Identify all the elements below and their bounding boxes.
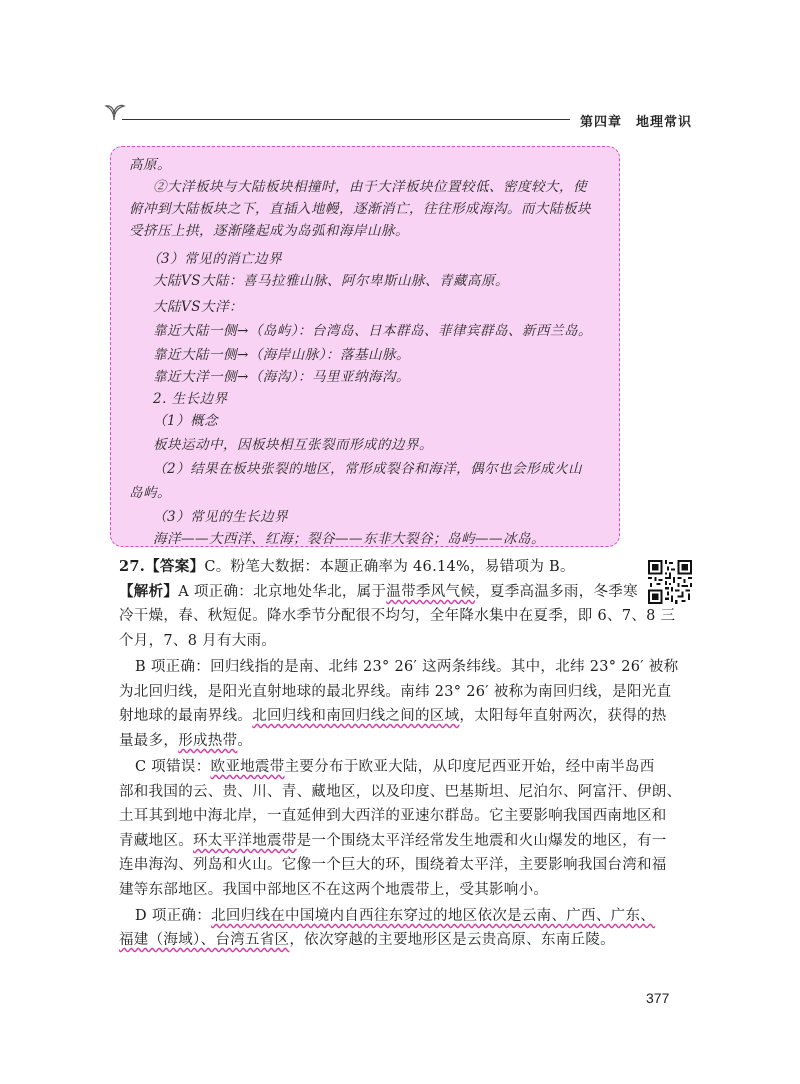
note-line: （3）常见的生长边界	[153, 509, 289, 525]
note-line: 靠近大陆一侧→（岛屿）：台湾岛、日本群岛、菲律宾群岛、新西兰岛。	[153, 323, 593, 339]
text-span: A 项正确：北京地处华北，属于	[178, 584, 387, 600]
note-line: 海洋——大西洋、红海；裂谷——东非大裂谷；岛屿——冰岛。	[153, 531, 545, 547]
text-span: ，夏季高温多雨，冬季寒	[475, 584, 638, 600]
body-line	[119, 555, 575, 576]
text-span: 量最多，	[119, 733, 179, 749]
note-line: 板块运动中，因板块相互张裂而形成的边界。	[153, 437, 433, 453]
body-line	[119, 804, 667, 825]
text-span: 土耳其到地中海北岸，一直延伸到大西洋的亚速尔群岛。它主要影响我国西南地区和	[119, 808, 667, 824]
text-span: 部和我国的云、贵、川、青、藏地区，以及印度、巴基斯坦、尼泊尔、阿富汗、伊朗、	[119, 784, 682, 800]
page-number: 377	[646, 990, 670, 1006]
note-line: （2）结果在板块张裂的地区，常形成裂谷和海洋，偶尔也会形成火山	[153, 461, 583, 477]
text-span: ，太阳每年直射两次，获得的热	[459, 708, 667, 724]
body-line	[119, 928, 615, 949]
text-span: B 项正确：回归线指的是南、北纬 23° 26′ 这两条纬线。其中，北纬 23° 26′ 被称	[135, 659, 679, 675]
note-line: 2. 生长边界	[153, 391, 228, 407]
note-line: 高原。	[129, 157, 171, 173]
body-line	[119, 853, 667, 874]
text-span: ，依次穿越的主要地形区是云贵高原、东南丘陵。	[289, 932, 615, 948]
body-line	[119, 729, 252, 750]
note-line: （1）概念	[153, 413, 219, 429]
text-span: D 项正确：	[135, 908, 212, 924]
body-line	[135, 655, 678, 676]
note-line: 俯冲到大陆板块之下，直插入地幔，逐渐消亡，往往形成海沟。而大陆板块	[129, 201, 591, 217]
key-phrase: 温带季风气候	[386, 584, 476, 600]
note-box	[110, 146, 620, 547]
text-span: C。粉笔大数据：本题正确率为 46.14%，易错项为 B。	[204, 559, 575, 575]
body-line	[135, 755, 655, 776]
text-span: 射地球的最南界线。	[119, 708, 253, 724]
text-span: 主要分布于欧亚大陆，从印度尼西亚开始，经中南半岛西	[284, 759, 655, 775]
bold-label: 27.【答案】	[119, 558, 205, 575]
note-line: （3）常见的消亡边界	[147, 251, 283, 267]
note-line: 大陆VS大洋：	[153, 299, 243, 315]
bold-label: 【解析】	[119, 583, 179, 600]
body-line	[119, 629, 276, 650]
body-line	[119, 604, 675, 625]
body-line	[119, 829, 667, 850]
note-line: 靠近大陆一侧→（海岸山脉）：落基山脉。	[153, 347, 411, 363]
text-span: 是一个围绕太平洋经常发生地震和火山爆发的地区，有一	[296, 833, 667, 849]
note-line: 受挤压上拱，逐渐隆起成为岛弧和海岸山脉。	[129, 223, 409, 239]
body-line	[119, 580, 638, 601]
text-span: 青藏地区。	[119, 833, 193, 849]
body-line	[119, 878, 548, 899]
body-line	[119, 680, 671, 701]
text-span: 。	[237, 733, 253, 749]
body-line	[135, 904, 655, 925]
chapter-title: 第四章 地理常识	[580, 115, 693, 130]
body-line	[119, 704, 667, 725]
text-span: 冷干燥，春、秋短促。降水季节分配很不均匀，全年降水集中在夏季，即 6、7、8 三	[119, 608, 676, 624]
text-span: C 项错误：	[135, 759, 211, 775]
key-phrase: 福建（海域）、台湾五省区	[119, 932, 290, 948]
note-line: 岛屿。	[129, 485, 171, 501]
note-line: ②大洋板块与大陆板块相撞时，由于大洋板块位置较低、密度较大，使	[153, 179, 587, 195]
text-span: 连串海沟、列岛和火山。它像一个巨大的环，围绕着太平洋，主要影响我国台湾和福	[119, 857, 667, 873]
note-line: 大陆VS大陆：喜马拉雅山脉、阿尔卑斯山脉、青藏高原。	[153, 273, 509, 289]
key-phrase: 北回归线和南回归线之间的区域	[252, 708, 460, 724]
key-phrase: 北回归线在中国境内自西往东穿过的地区依次是云南、广西、广东、	[211, 908, 656, 924]
qr-code-icon	[648, 560, 692, 604]
body-line	[119, 780, 681, 801]
key-phrase: 环太平洋地震带	[193, 833, 297, 849]
text-span: 建等东部地区。我国中部地区不在这两个地震带上，受其影响小。	[119, 882, 549, 898]
key-phrase: 形成热带	[178, 733, 238, 749]
note-line: 靠近大洋一侧→（海沟）：马里亚纳海沟。	[153, 369, 411, 385]
text-span: 个月，7、8 月有大雨。	[119, 633, 277, 649]
text-span: 为北回归线，是阳光直射地球的最北界线。南纬 23° 26′ 被称为南回归线，是阳光直	[119, 684, 672, 700]
header-rule	[122, 119, 570, 120]
key-phrase: 欧亚地震带	[210, 759, 285, 775]
